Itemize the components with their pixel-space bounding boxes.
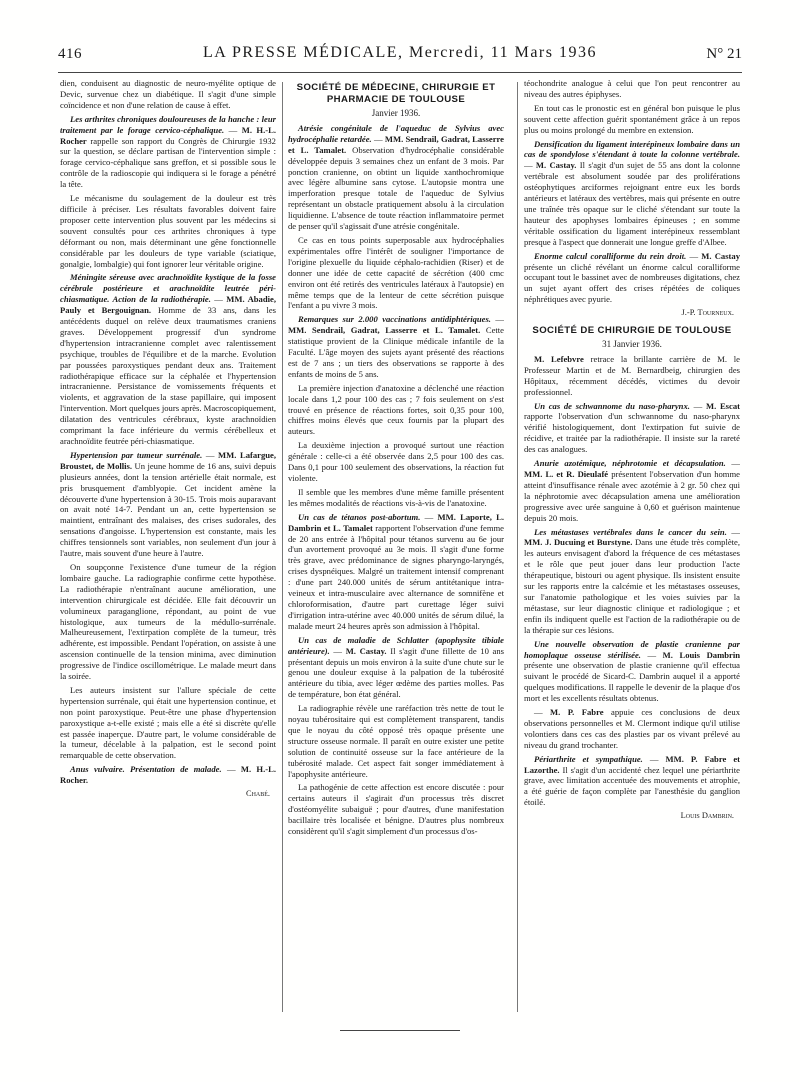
paragraph: Cette statistique provient de la Clinique médicale infantile de la Faculté. L'âge moyen des sujets ayant présenté des réactions est de 7 ans ; un tiers des observations se rapporte à des enfants de moins de 5 ans. xyxy=(288,325,504,379)
column-2 xyxy=(288,78,504,1010)
article-densification: Densification du ligament interépineux lombaire dans un cas de spondylose s'étendant à toute la colonne vertébrale. — M. Castay. Il s'agit d'un sujet de 55 ans dont la colonne vertébrale est absolument soudée par des proliférations ostéophytiques arciformes rejoignant entre eux les bords antérieurs et latéraux des vertèbres, mais qui présente en outre une traînée très opaque sur le cliché s'étendant sur toute la hauteur des apophyses lombaires épineuses ; en somme véritable ossification du ligament interépineux ressemblant presque à l'aspect que donnerait une longue greffe d'Albee. xyxy=(524,138,740,247)
article-author: MM. P. Fabre et Lazorthe. xyxy=(524,753,740,775)
article-author: MM. L. et R. Dieulafé xyxy=(524,469,609,479)
article-author: MM. Abadie, Pauly et Bergouignan. xyxy=(60,294,276,316)
paragraph: La deuxième injection a provoqué surtout une réaction générale : celle-ci a été observée dans 2,5 pour 100 des cas. Dans 0,1 pour 100 seulement des observations, la réaction fut violente. xyxy=(288,440,504,483)
article-title: Les arthrites chroniques douloureuses de la hanche : leur traitement par le forage cervico-céphalique. xyxy=(60,113,276,135)
column-3 xyxy=(524,78,740,1010)
article-anus-vulvaire: Anus vulvaire. Présentation de malade. — M. H.-L. Rocher. xyxy=(60,764,276,786)
article-arthrites: Les arthrites chroniques douloureuses de la hanche : leur traitement par le forage cervico-céphalique. — M. H.-L. Rocher rappelle son rapport du Congrès de Chirurgie 1932 sur la question, se déclare partisan de l'intervention simple : forage cervico-céphalique sans greffon, et si possible sous le contrôle de la radioscopie qui indiquera si le forage a pénétré la tête. xyxy=(60,113,276,190)
article-title: Hypertension par tumeur surrénale. xyxy=(70,449,203,460)
article-schlatter: Un cas de maladie de Schlatter (apophysite tibiale antérieure). — M. Castay. Il s'agit d'une fillette de 10 ans présentant depuis un mois environ à la suite d'une chute sur le genou une douleur exquise à la palpation de la tubérosité antérieure du tibia, avec léger œdème des parties molles. Pas de température, bon état général. xyxy=(288,634,504,700)
paragraph: Homme de 33 ans, dans les antécédents duquel on relève deux traumatismes craniens graves. Développement progressif d'un syndrome d'hypertension intracranienne complet avec ralentissement psychique, troubles de l'équilibre et de la marche. Evolution par poussées paroxystiques pendant deux ans. Traitement radiothérapique efficace sur la céphalée et l'hypertension intracranienne. Persistance de vomissements fréquents et violents, et aggravation de la stase papillaire, qui imposent l'intervention. Mort quelques jours après. Macroscopiquement, dilatation des ventricules cérébraux, kyste arachnoïdien comprimant la face inférieure du vermis cérébelleux et arachnoïdite feutrée péri-chiasmatique. xyxy=(60,305,276,446)
footer-rule xyxy=(340,1030,460,1031)
paragraph: Observation d'hydrocéphalie considérable développée depuis 3 semaines chez un enfant de 3 mois. Par ponction cranienne, on obtint un liquide xanthochromique avec légère albumine sans cytose. L'autopsie montra une imperforation presque totale de l'aqueduc de Sylvius représentant un obstacle pratiquement absolu à la circulation liquidienne. L'absence de toute réaction inflammatoire permet de penser qu'il s'agissait d'une atrésie congénitale. xyxy=(288,144,504,232)
article-title: Une nouvelle observation de plastie cranienne par homoplaque osseuse stérilisée. xyxy=(524,638,740,660)
article-author: MM. Sendrail, Gadrat, Lasserre et L. Tamalet. xyxy=(288,325,481,336)
paragraph: présentent l'observation d'un homme atteint d'insuffisance rénale avec azotémie à 2 gr. 50 chez qui la néphrotomie avec décapsulation amena une amélioration progressive avec urée sanguine à 0,60 et guérison maintenue depuis 20 mois. xyxy=(524,469,740,523)
paragraph: dien, conduisent au diagnostic de neuro-myélite optique de Devic, survenue chez un diabétique. Il s'agit d'une simple coïncidence et non d'une relation de cause à effet. xyxy=(60,78,276,110)
article-atresie: Atrésie congénitale de l'aqueduc de Sylvius avec hydrocéphalie retardée. — MM. Sendrail, Gadrat, Lasserre et L. Tamalet. Observation d'hydrocéphalie considérable développée depuis 3 semaines chez un enfant de 3 mois. Par ponction cranienne, on obtint un liquide xanthochromique avec légère albumine sans cytose. L'autopsie montra une imperforation presque totale de l'aqueduc de Sylvius représentant un obstacle pratiquement absolu à la circulation liquidienne. L'absence de toute réaction inflammatoire permet de penser qu'il s'agissait d'une atrésie congénitale. xyxy=(288,122,504,232)
article-author: M. Castay xyxy=(701,250,740,261)
section-title: SOCIÉTÉ DE MÉDECINE, CHIRURGIE ET PHARMACIE DE TOULOUSE xyxy=(296,82,496,105)
article-vaccinations: Remarques sur 2.000 vaccinations antidiphtériques. — MM. Sendrail, Gadrat, Lasserre et L. Tamalet. Cette statistique provient de la Clinique médicale infantile de la Faculté. L'âge moyen des sujets ayant présenté des réactions est de 7 ans ; un tiers des observations se rapporte à des enfants de moins de 5 ans. xyxy=(288,314,504,379)
paragraph: rapportent l'observation d'une femme de 20 ans entrée à l'hôpital pour tétanos survenu au 6e jour d'un avortement provoqué au 3e mois. Il s'agit d'une forme très grave, avec prédominance de signes pharyngo-laryngés, crises dyspnéiques. Malgré un traitement intensif comprenant : d'une part 240.000 unités de sérum antitétanique intra-veineux et intra-musculaire avec alternance de somnifène et chloroformisation, d'autre part curettage léger suivi d'irrigation intra-utérine avec 40.000 unités de sérum dilué, la malade meurt 24 heures après son admission à l'hôpital. xyxy=(288,522,504,631)
discussion: — M. P. Fabre appuie ces conclusions de deux observations personnelles et M. Clermont indique qu'il utilise volontiers dans ces cas des plasties par os vivant prélevé au niveau du grand trochanter. xyxy=(524,707,740,750)
issue-number: N° 21 xyxy=(706,46,742,62)
header-rule xyxy=(58,72,742,73)
signature: J.-P. Tourneux. xyxy=(681,308,734,318)
signature: Louis Dambrin. xyxy=(680,811,734,821)
paragraph: Il s'agit d'un accidenté chez lequel une périarthrite grave, avec limitation accentuée des mouvements et atrophie, a été guérie de façon complète par l'anesthésie du ganglion étoilé. xyxy=(524,764,740,808)
article-metastases: Les métastases vertébrales dans le cancer du sein. — MM. J. Ducuing et Burstyne. Dans une étude très complète, les auteurs envisagent d'abord la fréquence de ces métastases et le rôle que peut jouer dans leur production l'acte thérapeutique, bistouri ou agent physique. Ils insistent ensuite sur les rapports entre la calcémie et les métastases osseuses, sur l'anatomie pathologique et les voies suivies par la métastase, sur leur diagnostic clinique et radiologique ; et enfin ils indiquent quelle est l'action de la radiothérapie ou de la thérapie sur ces lésions. xyxy=(524,526,740,635)
article-title: Les métastases vertébrales dans le cancer du sein. xyxy=(534,526,727,537)
paragraph: Les auteurs insistent sur l'allure spéciale de cette hypertension surrénale, qui était une hypertension continue, et non point paroxystique. Peut-être une phase d'hypertension paroxystique a-t-elle existé ; mais elle a été si discrète qu'elle est passée inaperçue. D'autre part, le volume considérable de la tumeur, décelable à la palpation, est le second point remarquable de cette observation. xyxy=(60,684,276,761)
section-title: SOCIÉTÉ DE CHIRURGIE DE TOULOUSE xyxy=(532,325,732,337)
paragraph: On soupçonne l'existence d'une tumeur de la région lombaire gauche. La radiographie confirme cette hypothèse. La radiothérapie n'entraînant aucune amélioration, une intervention chirurgicale est décidée. Elle fait découvrir un volumineux paraganglione, répondant, au point de vue histologique, aux tumeurs de la médullo-surrénale. Malheureusement, l'extirpation complète de la tumeur, très adhérente, est impossible. Pendant l'opération, on assiste à une ascension continuelle de la tension minima, avec diminution progressive de l'indice oscillométrique. Le malade meurt dans la soirée. xyxy=(60,561,276,682)
article-author: M. H.-L. Rocher. xyxy=(60,764,276,786)
paragraph: La pathogénie de cette affection est encore discutée : pour certains auteurs il s'agirait d'un processus très discret d'ostéomyélite subaiguë ; pour d'autres, d'une manifestation bacillaire très localisée et bénigne. D'autres plus nombreux considèrent qu'il s'agit simplement d'un processus d'os- xyxy=(288,782,504,837)
article-author: M. Castay. xyxy=(535,160,577,171)
paragraph: rappelle son rapport du Congrès de Chirurgie 1932 sur la question, se déclare partisan de l'intervention simple : forage cervico-céphalique sans greffon, et si possible sous le contrôle de la radioscopie qui indiquera si le forage a pénétré la tête. xyxy=(60,135,276,190)
paragraph: appuie ces conclusions de deux observations personnelles et M. Clermont indique qu'il utilise volontiers dans ces cas des plasties par os vivant prélevé au niveau du grand trochanter. xyxy=(524,707,740,750)
paragraph: téochondrite analogue à celui que l'on peut rencontrer au niveau des autres épiphyses. xyxy=(524,78,740,99)
article-author: M. Castay. xyxy=(345,645,387,656)
paragraph: retrace la brillante carrière de M. le Professeur Martin et de M. Bernardbeig, chirurgien des Hôpitaux, récemment décédés, victimes du devoir professionnel. xyxy=(524,353,740,397)
article-author: M. H.-L. Rocher xyxy=(60,124,276,146)
page-number: 416 xyxy=(58,46,82,62)
article-schwannome: Un cas de schwannome du naso-pharynx. — M. Escat rapporte l'observation d'un schwannome du naso-pharynx vérifié histologiquement, dont l'extirpation fut suivie de récidive, et traitée par la radiothérapie. Il insiste sur la rareté des cas analogues. xyxy=(524,400,740,455)
section-date: 31 Janvier 1936. xyxy=(602,339,662,350)
paragraph: Ce cas en tous points superposable aux hydrocéphalies expérimentales offre l'intérêt de souligner l'importance de l'origine plexuelle du liquide céphalo-rachidien (Riser) et de donner une idée de cette capacité de sécrétion (400 cmc environ ont été retirés des ventricules latéraux à l'autopsie) en même temps que de la lenteur de cette sécrétion puisque l'enfant a pu vivre 3 mois. xyxy=(288,234,504,311)
article-title: Remarques sur 2.000 vaccinations antidiphtériques. xyxy=(298,314,491,325)
paragraph: présente un cliché révélant un énorme calcul coralliforme occupant tout le bassinet avec de nombreuses digitations, chez un sujet ayant offert des crises répétées de coliques néphrétiques avec pyurie. xyxy=(524,261,740,305)
column-divider-right xyxy=(517,82,518,1012)
article-title: Un cas de tétanos post-abortum. xyxy=(298,511,421,522)
column-1 xyxy=(60,78,276,1010)
article-lefebvre xyxy=(524,354,740,398)
article-plastie: Une nouvelle observation de plastie cranienne par homoplaque osseuse stérilisée. — M. Louis Dambrin présente une observation de plastie cranienne qu'il effectua suivant le procédé de Sicard-C. Dambrin auquel il a apporté quelques modifications. Il rappelle le devenir de la plaque d'os mort et les excellents résultats obtenus. xyxy=(524,638,740,704)
article-author: M. Lefebvre xyxy=(534,353,584,364)
article-tetanos: Un cas de tétanos post-abortum. — MM. Laporte, L. Dambrin et L. Tamalet rapportent l'observation d'une femme de 20 ans entrée à l'hôpital pour tétanos survenu au 6e jour d'un avortement provoqué au 3e mois. Il s'agit d'une forme très grave, avec prédominance de signes pharyngo-laryngés, crises dyspnéiques. Malgré un traitement intensif comprenant : d'une part 240.000 unités de sérum antitétanique intra-veineux et intra-musculaire avec alternance de somnifène et chloroformisation, d'autre part curettage léger suivi d'irrigation intra-utérine avec 40.000 unités de sérum dilué, la malade meurt 24 heures après son admission à l'hôpital. xyxy=(288,511,504,631)
article-title: Méningite séreuse avec arachnoïdite kystique de la fosse cérébrale postérieure et arachnoïdite leutrée péri-chiasmatique. Action de la radiothérapie. xyxy=(60,272,276,305)
paragraph: rapporte l'observation d'un schwannome du naso-pharynx vérifié histologiquement, dont l'extirpation fut suivie de récidive, et traitée par la radiothérapie. Il insiste sur la rareté des cas analogues. xyxy=(524,411,740,455)
article-title: Périarthrite et sympathique. xyxy=(534,753,643,764)
article-anurie: Anurie azotémique, néphrotomie et décapsulation. — MM. L. et R. Dieulafé présentent l'observation d'un homme atteint d'insuffisance rénale avec azotémie à 2 gr. 50 chez qui la néphrotomie avec décapsulation amena une amélioration progressive avec urée sanguine à 0,60 et guérison maintenue depuis 20 mois. xyxy=(524,458,740,523)
signature: Chabé. xyxy=(245,789,270,799)
paragraph: En tout cas le pronostic est en général bon puisque le plus souvent cette affection guérit spontanément grâce à un repos plus ou moins prolongé du membre en extension. xyxy=(524,102,740,135)
paragraph: Un jeune homme de 16 ans, suivi depuis plusieurs années, dont la tension artérielle était normale, est pris brusquement d'amblyopie. Cet incident amène la découverte d'une hypertension à 30-15. Trois mois auparavant on avait noté 14-7. Pendant un an, cette hypertension se maintient, entraînant des malaises, des crises sudorales, des sensations d'angoisse. L'hypertension est constante, mais les chiffres tensionnels sont variables, non seulement d'un jour à l'autre, mais souvent d'une heure à l'autre. xyxy=(60,460,276,559)
article-title: Anurie azotémique, néphrotomie et décapsulation. xyxy=(534,458,726,469)
paragraph: La radiographie révèle une raréfaction très nette de tout le noyau tubérositaire qui est complètement transparent, tandis que le noyau du côté opposé très opaque présente une structure osseuse normale. Il paraît en outre exister une petite solution de continuité osseuse sur la face antérieure de la tubérosité malade. Cet aspect fait songer immédiatement à l'apophysite antérieure. xyxy=(288,703,504,779)
article-title: Un cas de schwannome du naso-pharynx. xyxy=(534,400,690,411)
article-title: Un cas de maladie de Schlatter (apophysite tibiale antérieure). xyxy=(288,634,504,656)
article-author: M. Escat xyxy=(705,400,740,411)
article-author: MM. J. Ducuing et Burstyne. xyxy=(524,537,633,548)
paragraph: La première injection d'anatoxine a déclenché une réaction locale dans 1,2 pour 100 des cas ; 7 fois seulement on s'est trouvé en présence de réactions fortes, soit 0,35 pour 100, chiffres moins élevés que ceux fournis par la plupart des auteurs. xyxy=(288,382,504,437)
paragraph: Il s'agit d'une fillette de 10 ans présentant depuis un mois environ à la suite d'une chute sur le genou une douleur exquise à la palpation de la tubérosité antérieure du tibia, avec léger œdème des parties molles. Pas de température, bon état général. xyxy=(288,645,504,700)
article-author: MM. Laporte, L. Dambrin et L. Tamalet xyxy=(288,511,504,533)
article-title: Enorme calcul coralliforme du rein droit. xyxy=(534,250,687,261)
paragraph: présente une observation de plastie cranienne qu'il effectua suivant le procédé de Sicard-C. Dambrin auquel il a apporté quelques modifications. Il rappelle le devenir de la plaque d'os mort et les excellents résultats obtenus. xyxy=(524,660,740,704)
paragraph: Il s'agit d'un sujet de 55 ans dont la colonne vertébrale est absolument soudée par des proliférations ostéophytiques arciformes rejoignant entre eux les bords antérieurs et latéraux des vertèbres, mais qui présente en outre une traînée très opaque sur le cliché s'étendant sur toute la hauteur des apophyses lombaires épineuses ; en somme véritable ossification du ligament interépineux ressemblant presque à l'aspect que donnerait une longue greffe d'Albee. xyxy=(524,160,740,247)
article-periarthrite: Périarthrite et sympathique. — MM. P. Fabre et Lazorthe. Il s'agit d'un accidenté chez lequel une périarthrite grave, avec limitation accentuée des mouvements et atrophie, a été guérie de façon complète par l'anesthésie du ganglion étoilé. xyxy=(524,753,740,808)
article-author: MM. Sendrail, Gadrat, Lasserre et L. Tamalet. xyxy=(288,133,504,155)
section-date: Janvier 1936. xyxy=(371,108,421,118)
article-author: M. P. Fabre xyxy=(550,707,604,718)
article-hypertension: Hypertension par tumeur surrénale. — MM. Lafargue, Broustet, de Mollis. Un jeune homme de 16 ans, suivi depuis plusieurs années, dont la tension artérielle était normale, est pris brusquement d'amblyopie. Cet incident amène la découverte d'une hypertension à 30-15. Trois mois auparavant on avait noté 14-7. Pendant un an, cette hypertension se maintient, entraînant des malaises, des crises sudorales, des sensations d'angoisse. L'hypertension est constante, mais les chiffres tensionnels sont variables, non seulement d'un jour à l'autre, mais souvent d'une heure à l'autre. xyxy=(60,449,276,559)
paragraph: Il semble que les membres d'une même famille présentent les mêmes modalités de réactions vis-à-vis de l'anatoxine. xyxy=(288,486,504,508)
article-author: MM. Lafargue, Broustet, de Mollis. xyxy=(60,449,276,471)
column-divider-left xyxy=(282,82,283,1012)
article-author: M. Louis Dambrin xyxy=(662,649,740,660)
article-title: Anus vulvaire. Présentation de malade. xyxy=(70,764,222,775)
article-meningite: Méningite séreuse avec arachnoïdite kystique de la fosse cérébrale postérieure et arachnoïdite leutrée péri-chiasmatique. Action de la radiothérapie. — MM. Abadie, Pauly et Bergouignan. Homme de 33 ans, dans les antécédents duquel on relève deux traumatismes craniens graves. Développement progressif d'un syndrome d'hypertension intracranienne complet avec ralentissement psychique, troubles de l'équilibre et de la marche. Evolution par poussées paroxystiques pendant deux ans. Traitement radiothérapique efficace sur la céphalée et l'hypertension intracranienne. Persistance de vomissements fréquents et violents, et aggravation de la stase papillaire, qui imposent l'intervention. Mort quelques jours après. Macroscopiquement, dilatation des ventricules cérébraux, kyste arachnoïdien comprimant la face inférieure du vermis cérébelleux et arachnoïdite feutrée péri-chiasmatique. xyxy=(60,272,276,446)
journal-title: LA PRESSE MÉDICALE, Mercredi, 11 Mars 1936 xyxy=(203,44,597,61)
page-header xyxy=(0,44,800,70)
article-title: Densification du ligament interépineux lombaire dans un cas de spondylose s'étendant à toute la colonne vertébrale. xyxy=(524,138,740,160)
paragraph: Dans une étude très complète, les auteurs envisagent d'abord la fréquence de ces métastases et le rôle que peut jouer dans leur production l'acte thérapeutique, bistouri ou agent physique. Ils insistent ensuite sur les rapports entre la calcémie et les métastases osseuses, sur l'anatomie pathologique et les voies suivies par la métastase, sur leur diagnostic clinique et radiologique ; et enfin ils indiquent quelle est l'action de la radiothérapie ou de la thérapie sur ces lésions. xyxy=(524,537,740,635)
article-calcul: Enorme calcul coralliforme du rein droit. — M. Castay présente un cliché révélant un énorme calcul coralliforme occupant tout le bassinet avec de nombreuses digitations, chez un sujet ayant offert des crises répétées de coliques néphrétiques avec pyurie. xyxy=(524,250,740,305)
paragraph: Le mécanisme du soulagement de la douleur est très difficile à préciser. Les résultats favorables doivent faire proposer cette intervention plus souvent par les médecins si souvent consultés pour ces arthrites chroniques à type déformant ou non, mais déterminant une gêne fonctionnelle considérable par les douleurs de type variable (sciatique, gonalgie, lombalgie) qui font ignorer leur véritable origine. xyxy=(60,193,276,269)
article-title: Atrésie congénitale de l'aqueduc de Sylvius avec hydrocéphalie retardée. xyxy=(288,122,504,144)
